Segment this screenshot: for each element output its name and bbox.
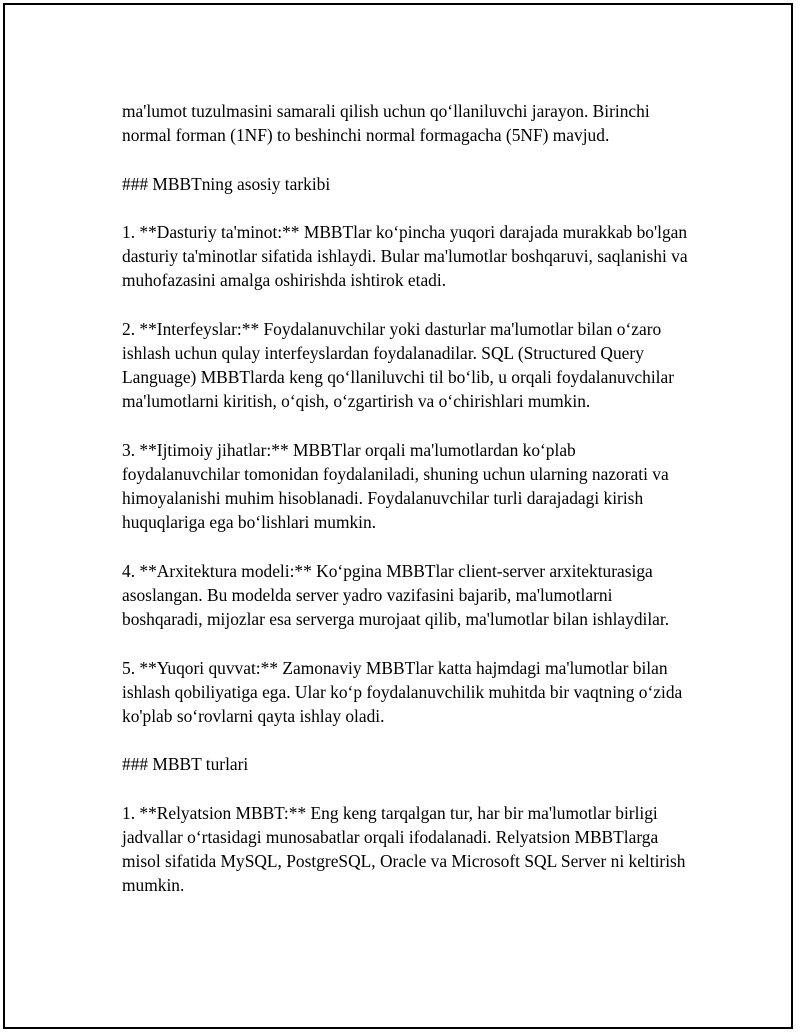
heading-dbms-types: ### MBBT turlari xyxy=(122,754,249,775)
list-item-social-aspects: 3. **Ijtimoiy jihatlar:** MBBTlar orqali ma'lumotlardan ko‘plab foydalanuvchilar tomonidan foydalaniladi, shuning uchun ularning nazorati va himoyalanishi muhim hisoblanadi. Foydalanuvchilar turli darajadagi kirish huquqlariga ega bo‘lishlari mumkin. xyxy=(122,439,669,533)
list-item-relational: 1. **Relyatsion MBBT:** Eng keng tarqalgan tur, har bir ma'lumotlar birligi jadvallar o‘rtasidagi munosabatlar orqali ifodalanadi. Relyatsion MBBTlarga misol sifatida MySQL, PostgreSQL, Oracle va Microsoft SQL Server ni keltirish mumkin. xyxy=(122,802,686,896)
list-item-high-power: 5. **Yuqori quvvat:** Zamonaviy MBBTlar katta hajmdagi ma'lumotlar bilan ishlash qobiliyatiga ega. Ular ko‘p foydalanuvchilik muhitda bir vaqtning o‘zida ko'plab so‘rovlarni qayta ishlay oladi. xyxy=(122,657,683,726)
document-body xyxy=(122,99,692,922)
heading-main-components: ### MBBTning asosiy tarkibi xyxy=(122,173,331,194)
list-item-software: 1. **Dasturiy ta'minot:** MBBTlar ko‘pincha yuqori darajada murakkab bo'lgan dasturiy ta'minotlar sifatida ishlaydi. Bular ma'lumotlar boshqaruvi, saqlanishi va muhofazasini amalga oshirishda ishtirok etadi. xyxy=(122,221,688,291)
document-page xyxy=(3,3,793,1029)
list-item-interfaces: 2. **Interfeyslar:** Foydalanuvchilar yoki dasturlar ma'lumotlar bilan o‘zaro ishlash uchun qulay interfeyslardan foydalanadilar. SQL (Structured Query Language) MBBTlarda keng qo‘llaniluvchi til bo‘lib, u orqali foydalanuvchilar ma'lumotlarni kiritish, o‘qish, o‘zgartirish va o‘chirishlari mumkin. xyxy=(122,318,674,412)
paragraph-normalization-end: ma'lumot tuzulmasini samarali qilish uchun qo‘llaniluvchi jarayon. Birinchi normal forman (1NF) to beshinchi normal formagacha (5NF) mavjud. xyxy=(122,101,650,146)
list-item-architecture: 4. **Arxitektura modeli:** Ko‘pgina MBBTlar client-server arxitekturasiga asoslangan. Bu modelda server yadro vazifasini bajarib, ma'lumotlarni boshqaradi, mijozlar esa serverga murojaat qilib, ma'lumotlar bilan ishlaydilar. xyxy=(122,560,670,630)
